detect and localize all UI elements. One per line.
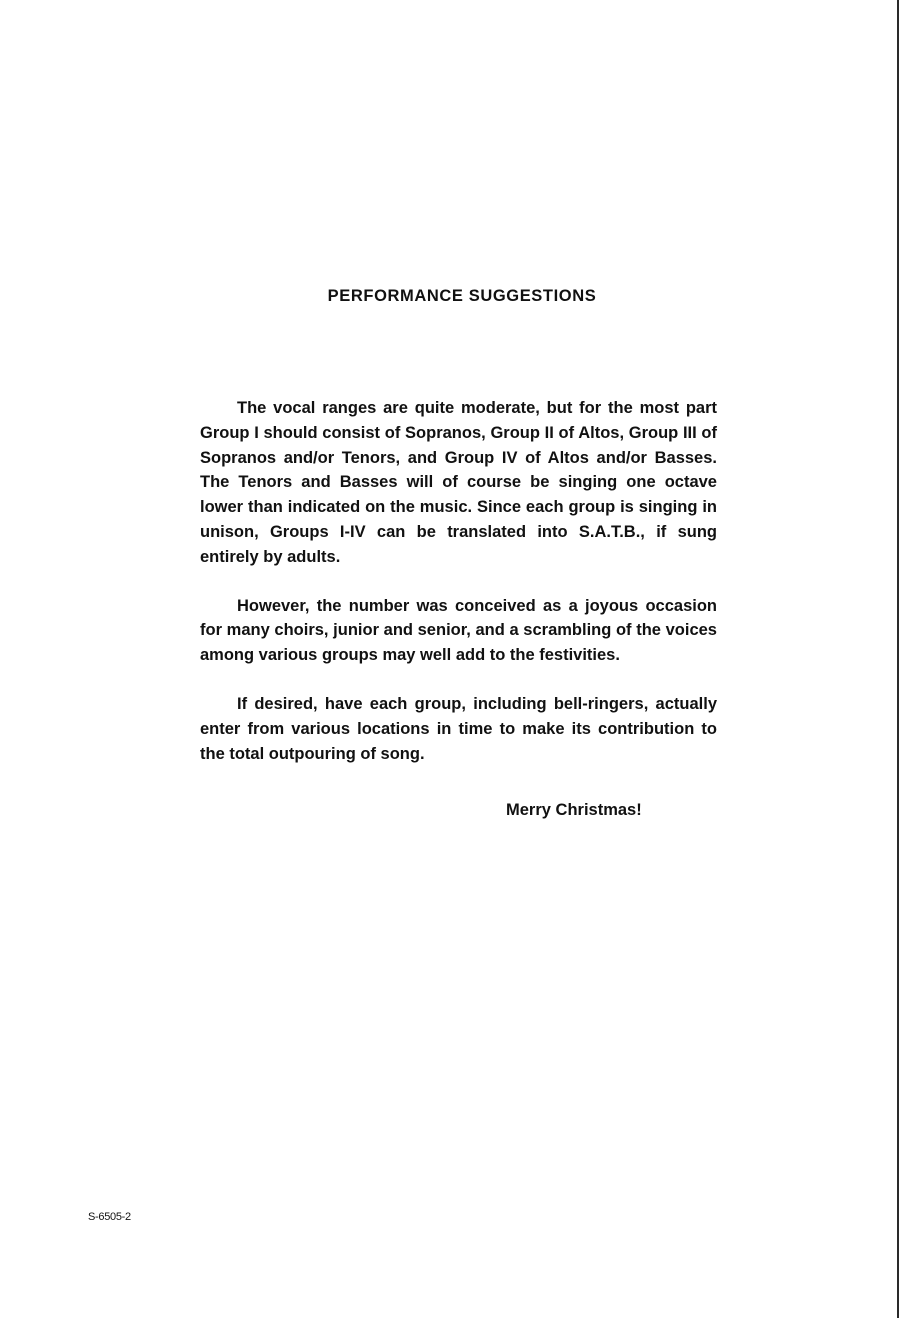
signoff: Merry Christmas! (506, 801, 642, 819)
body-text (200, 396, 717, 790)
paragraph-joyous-occasion: However, the number was conceived as a joyous occasion for many choirs, junior and senior, and a scrambling of the voices among various groups may well add to the festivities. (200, 596, 717, 665)
page-edge-rule (897, 0, 899, 1318)
page-title: PERFORMANCE SUGGESTIONS (327, 287, 597, 305)
paragraph-entrances: If desired, have each group, including bell-ringers, actually enter from various locations in time to make its contribution to the total outpouring of song. (200, 694, 717, 763)
paragraph-vocal-ranges: The vocal ranges are quite moderate, but for the most part Group I should consist of Sopranos, Group II of Altos, Group III of Sopranos and/or Tenors, and Group IV of Altos and/or Basses. The Tenors and Basses will of course be singing one octave lower than indicated on the music. Since each group is singing in unison, Groups I-IV can be translated into S.A.T.B., if sung entirely by adults. (200, 399, 717, 566)
catalog-number: S-6505-2 (88, 1211, 131, 1223)
